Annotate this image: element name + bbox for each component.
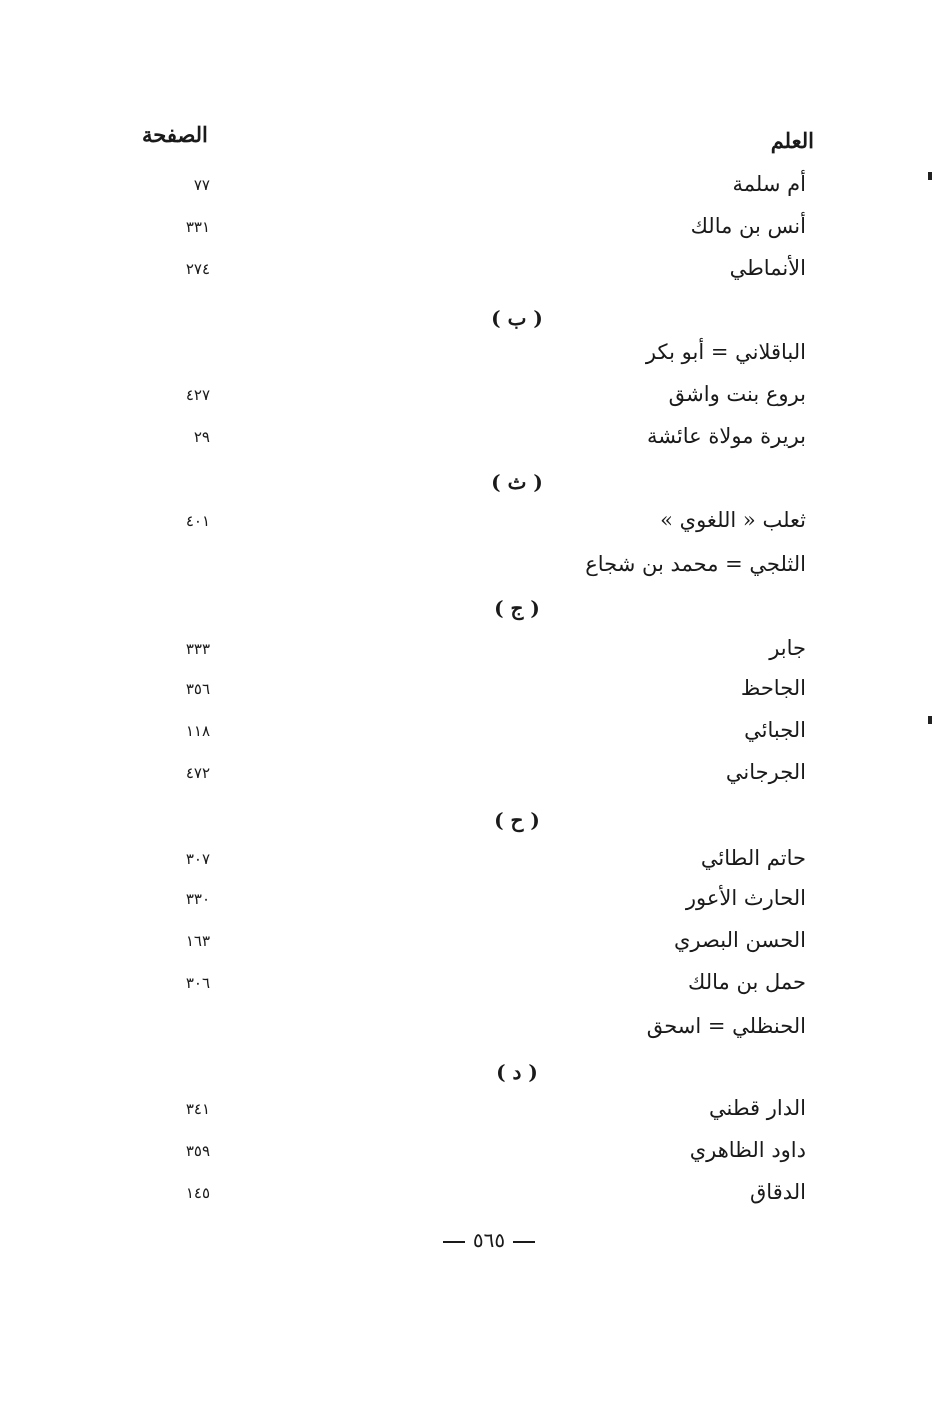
entry-name: حاتم الطائي: [700, 846, 806, 870]
index-entry: [0, 970, 934, 1012]
entry-page: ٣٣١: [185, 218, 210, 236]
entry-page: ٤٠١: [185, 512, 210, 530]
index-entry: [0, 382, 934, 424]
entry-page: ٢٧٤: [185, 260, 210, 278]
index-entry: [0, 928, 934, 970]
index-entry: [0, 172, 934, 214]
section-heading: [0, 596, 934, 620]
page-number: ٥٦٥: [472, 1228, 506, 1252]
entry-page: ٣٣٠: [185, 890, 210, 908]
entry-page: ٢٩: [193, 428, 210, 446]
entry-page: ١٤٥: [185, 1184, 210, 1202]
entry-name: داود الظاهري: [689, 1138, 806, 1162]
index-entry: [0, 1138, 934, 1180]
section-heading: [0, 1060, 934, 1084]
entry-name: أنس بن مالك: [690, 214, 806, 238]
entry-page: ٧٧: [193, 176, 210, 194]
section-letter: ( ب ): [491, 306, 543, 330]
entry-name: بروع بنت واشق: [668, 382, 806, 406]
entry-name: الحارث الأعور: [685, 886, 806, 910]
footer-dash: [443, 1241, 465, 1243]
entry-name: ثعلب « اللغوي »: [660, 508, 806, 532]
entry-name: الدار قطني: [708, 1096, 806, 1120]
index-entry: [0, 340, 934, 382]
section-letter: ( ج ): [494, 596, 540, 620]
footer-dash: [513, 1241, 535, 1243]
section-heading: [0, 306, 934, 330]
entry-name: الجرجاني: [725, 760, 806, 784]
entry-page: ٣٥٦: [185, 680, 210, 698]
entry-page: ٣٤١: [185, 1100, 210, 1118]
entry-page: ١٦٣: [185, 932, 210, 950]
column-header-name: العلم: [770, 128, 814, 153]
entry-page: ٣٣٣: [185, 640, 210, 658]
section-letter: ( د ): [496, 1060, 538, 1084]
index-entry: [0, 718, 934, 760]
index-entry: [0, 552, 934, 594]
index-entry: [0, 636, 934, 678]
scan-mark: [928, 716, 932, 724]
index-entry: [0, 1180, 934, 1222]
entry-page: ٣٠٧: [185, 850, 210, 868]
entry-page: ٣٥٩: [185, 1142, 210, 1160]
entry-name: الأنماطي: [729, 256, 806, 280]
index-entry: [0, 508, 934, 550]
section-heading: [0, 808, 934, 832]
entry-name: الجبائي: [744, 718, 806, 742]
index-entry: [0, 1014, 934, 1056]
column-header-page: الصفحة: [142, 122, 208, 147]
entry-page: ٣٠٦: [185, 974, 210, 992]
scan-mark: [928, 172, 932, 180]
entry-page: ١١٨: [185, 722, 210, 740]
entry-name: الجاحظ: [740, 676, 806, 700]
entry-name: الدقاق: [750, 1180, 806, 1204]
entry-page: ٤٢٧: [185, 386, 210, 404]
entry-name: الثلجي = محمد بن شجاع: [585, 552, 806, 576]
section-letter: ( ح ): [494, 808, 540, 832]
index-entry: [0, 214, 934, 256]
entry-name: الحنظلي = اسحق: [646, 1014, 806, 1038]
index-entry: [0, 760, 934, 802]
page-footer: [0, 1228, 934, 1252]
entry-name: بريرة مولاة عائشة: [646, 424, 806, 448]
index-entry: [0, 846, 934, 888]
entry-name: أم سلمة: [732, 172, 806, 196]
index-entry: [0, 256, 934, 298]
index-entry: [0, 886, 934, 928]
entry-name: الباقلاني = أبو بكر: [645, 340, 806, 364]
entry-page: ٤٧٢: [185, 764, 210, 782]
section-letter: ( ث ): [491, 470, 543, 494]
entry-name: جابر: [769, 636, 806, 660]
index-entry: [0, 424, 934, 466]
index-entry: [0, 1096, 934, 1138]
entry-name: حمل بن مالك: [688, 970, 806, 994]
entry-name: الحسن البصري: [674, 928, 806, 952]
section-heading: [0, 470, 934, 494]
index-entry: [0, 676, 934, 718]
